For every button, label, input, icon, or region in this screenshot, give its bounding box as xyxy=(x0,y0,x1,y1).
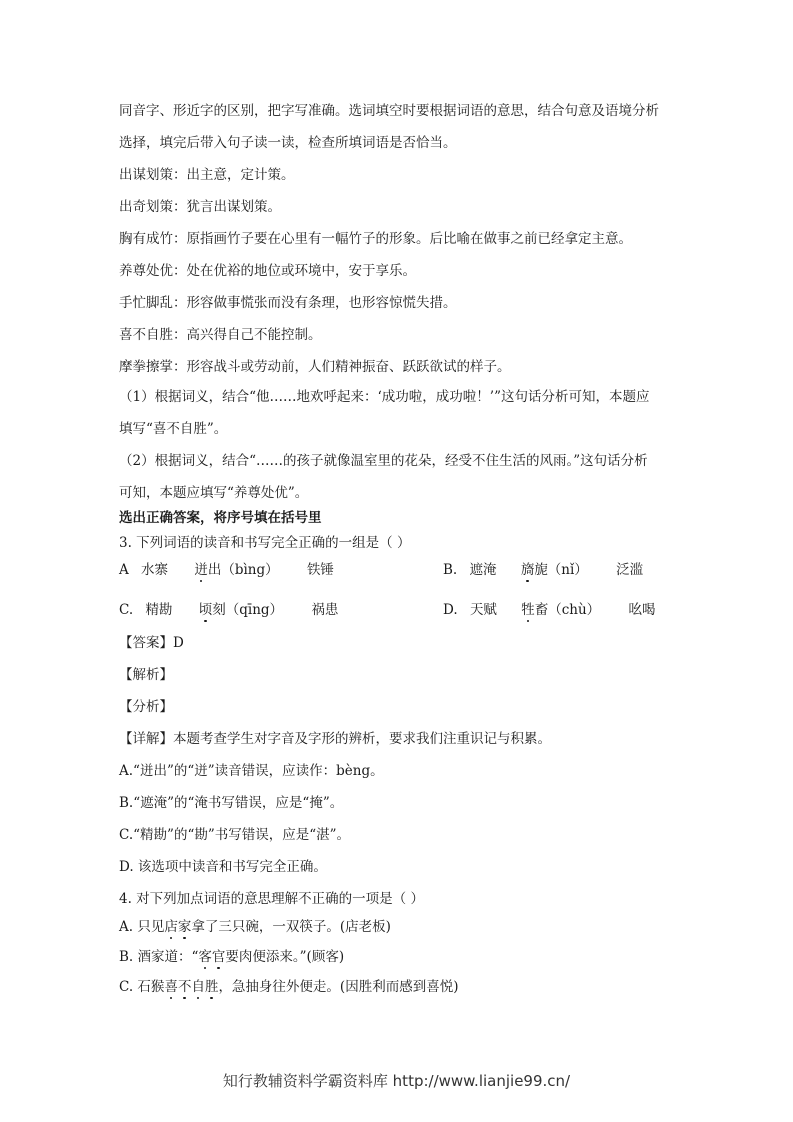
dotted-char: 官 xyxy=(211,949,226,965)
option-word: 铁锤 xyxy=(306,562,334,578)
q4-option-b xyxy=(119,947,344,967)
dotted-char: 客 xyxy=(198,949,212,965)
option-word: 精勘 xyxy=(145,602,173,618)
option-text: 拿了三只碗，一双筷子。(店老板) xyxy=(191,919,391,935)
option-word: 出（bìng） xyxy=(207,562,279,578)
option-letter: C. xyxy=(119,602,134,618)
dotted-char: 胜 xyxy=(204,979,219,995)
option-letter: D. xyxy=(443,602,458,618)
option-text: ，急抽身往外便走。(因胜利而感到喜悦) xyxy=(218,979,459,995)
dotted-char: 喜 xyxy=(164,979,178,995)
dotted-char: 自 xyxy=(191,979,205,995)
note-a: A.“迸出”的“迸”读音错误，应读作：bèng。 xyxy=(119,763,384,779)
option-text: A. 只见 xyxy=(119,919,165,935)
dotted-char: 旖 xyxy=(520,562,535,578)
definition-line: 出奇划策：犹言出谋划策。 xyxy=(119,199,281,215)
dotted-char: 不 xyxy=(177,979,192,995)
note-d: D. 该选项中读音和书写完全正确。 xyxy=(119,859,327,875)
definition-line: 手忙脚乱：形容做事慌张而没有条理，也形容惊慌失措。 xyxy=(119,295,457,311)
option-word: 旎（nǐ） xyxy=(534,562,588,578)
paragraph-line: 同音字、形近字的区别，把字写准确。选词填空时要根据词语的意思，结合句意及语境分析 xyxy=(119,103,659,119)
option-word: 刻（qīng） xyxy=(212,602,284,618)
option-text: B. 酒家道：“ xyxy=(119,949,199,965)
section-heading: 选出正确答案，将序号填在括号里 xyxy=(119,510,322,526)
fenxi-label: 【分析】 xyxy=(119,699,173,715)
option-word: 天赋 xyxy=(469,602,497,618)
option-letter: B. xyxy=(443,562,458,578)
question-3-stem: 3. 下列词语的读音和书写完全正确的一组是（ ） xyxy=(119,535,411,551)
q4-option-c xyxy=(119,977,458,997)
option-letter: A xyxy=(119,562,129,578)
definition-line: 养尊处优：处在优裕的地位或环境中，安于享乐。 xyxy=(119,263,416,279)
analysis-line: （2）根据词义，结合“……的孩子就像温室里的花朵，经受不住生活的风雨。”这句话分析 xyxy=(119,453,648,469)
definition-line: 胸有成竹：原指画竹子要在心里有一幅竹子的形象。后比喻在做事之前已经拿定主意。 xyxy=(119,231,632,247)
dotted-char: 顷 xyxy=(198,602,213,618)
analysis-line: 填写“喜不自胜”。 xyxy=(119,421,228,437)
dotted-char: 牲 xyxy=(521,602,535,618)
question-4-stem: 4. 对下列加点词语的意思理解不正确的一项是（ ） xyxy=(119,891,424,907)
dotted-char: 店 xyxy=(164,919,178,935)
dotted-char: 家 xyxy=(177,919,192,935)
answer-label: 【答案】D xyxy=(119,635,184,651)
dotted-char: 迸 xyxy=(194,562,208,578)
paragraph-line: 选择，填完后带入句子读一读，检查所填词语是否恰当。 xyxy=(119,135,457,151)
q4-option-a xyxy=(119,917,391,937)
analysis-line: 可知，本题应填写“养尊处优”。 xyxy=(119,485,309,501)
option-word: 泛滥 xyxy=(616,562,644,578)
option-word: 畜（chù） xyxy=(534,602,601,618)
footer-watermark: 知行教辅资料学霸资料库 http://www.lianjie99.cn/ xyxy=(222,1072,571,1090)
definition-line: 摩拳擦掌：形容战斗或劳动前，人们精神振奋、跃跃欲试的样子。 xyxy=(119,359,511,375)
detail-line: 【详解】本题考查学生对字音及字形的辨析，要求我们注重识记与积累。 xyxy=(119,731,551,747)
option-word: 祸患 xyxy=(311,602,339,618)
q3-option-d xyxy=(443,600,655,620)
option-word: 遮淹 xyxy=(469,562,497,578)
jiexi-label: 【解析】 xyxy=(119,667,173,683)
option-text: C. 石猴 xyxy=(119,979,165,995)
definition-line: 出谋划策：出主意，定计策。 xyxy=(119,167,295,183)
definition-line: 喜不自胜：高兴得自己不能控制。 xyxy=(119,327,322,343)
option-text: 要肉便添来。”(顾客) xyxy=(225,949,345,965)
note-c: C.“精勘”的“勘”书写错误，应是“湛”。 xyxy=(119,827,351,843)
note-b: B.“遮淹”的“淹书写错误，应是“掩”。 xyxy=(119,795,344,811)
q3-option-c xyxy=(119,600,338,620)
q3-option-b xyxy=(443,560,643,580)
q3-option-a xyxy=(119,560,334,580)
analysis-line: （1）根据词义，结合“他……地欢呼起来：‘成功啦，成功啦！’”这句话分析可知，本题应 xyxy=(119,389,650,405)
option-word: 水寨 xyxy=(141,562,169,578)
option-word: 吆喝 xyxy=(628,602,656,618)
